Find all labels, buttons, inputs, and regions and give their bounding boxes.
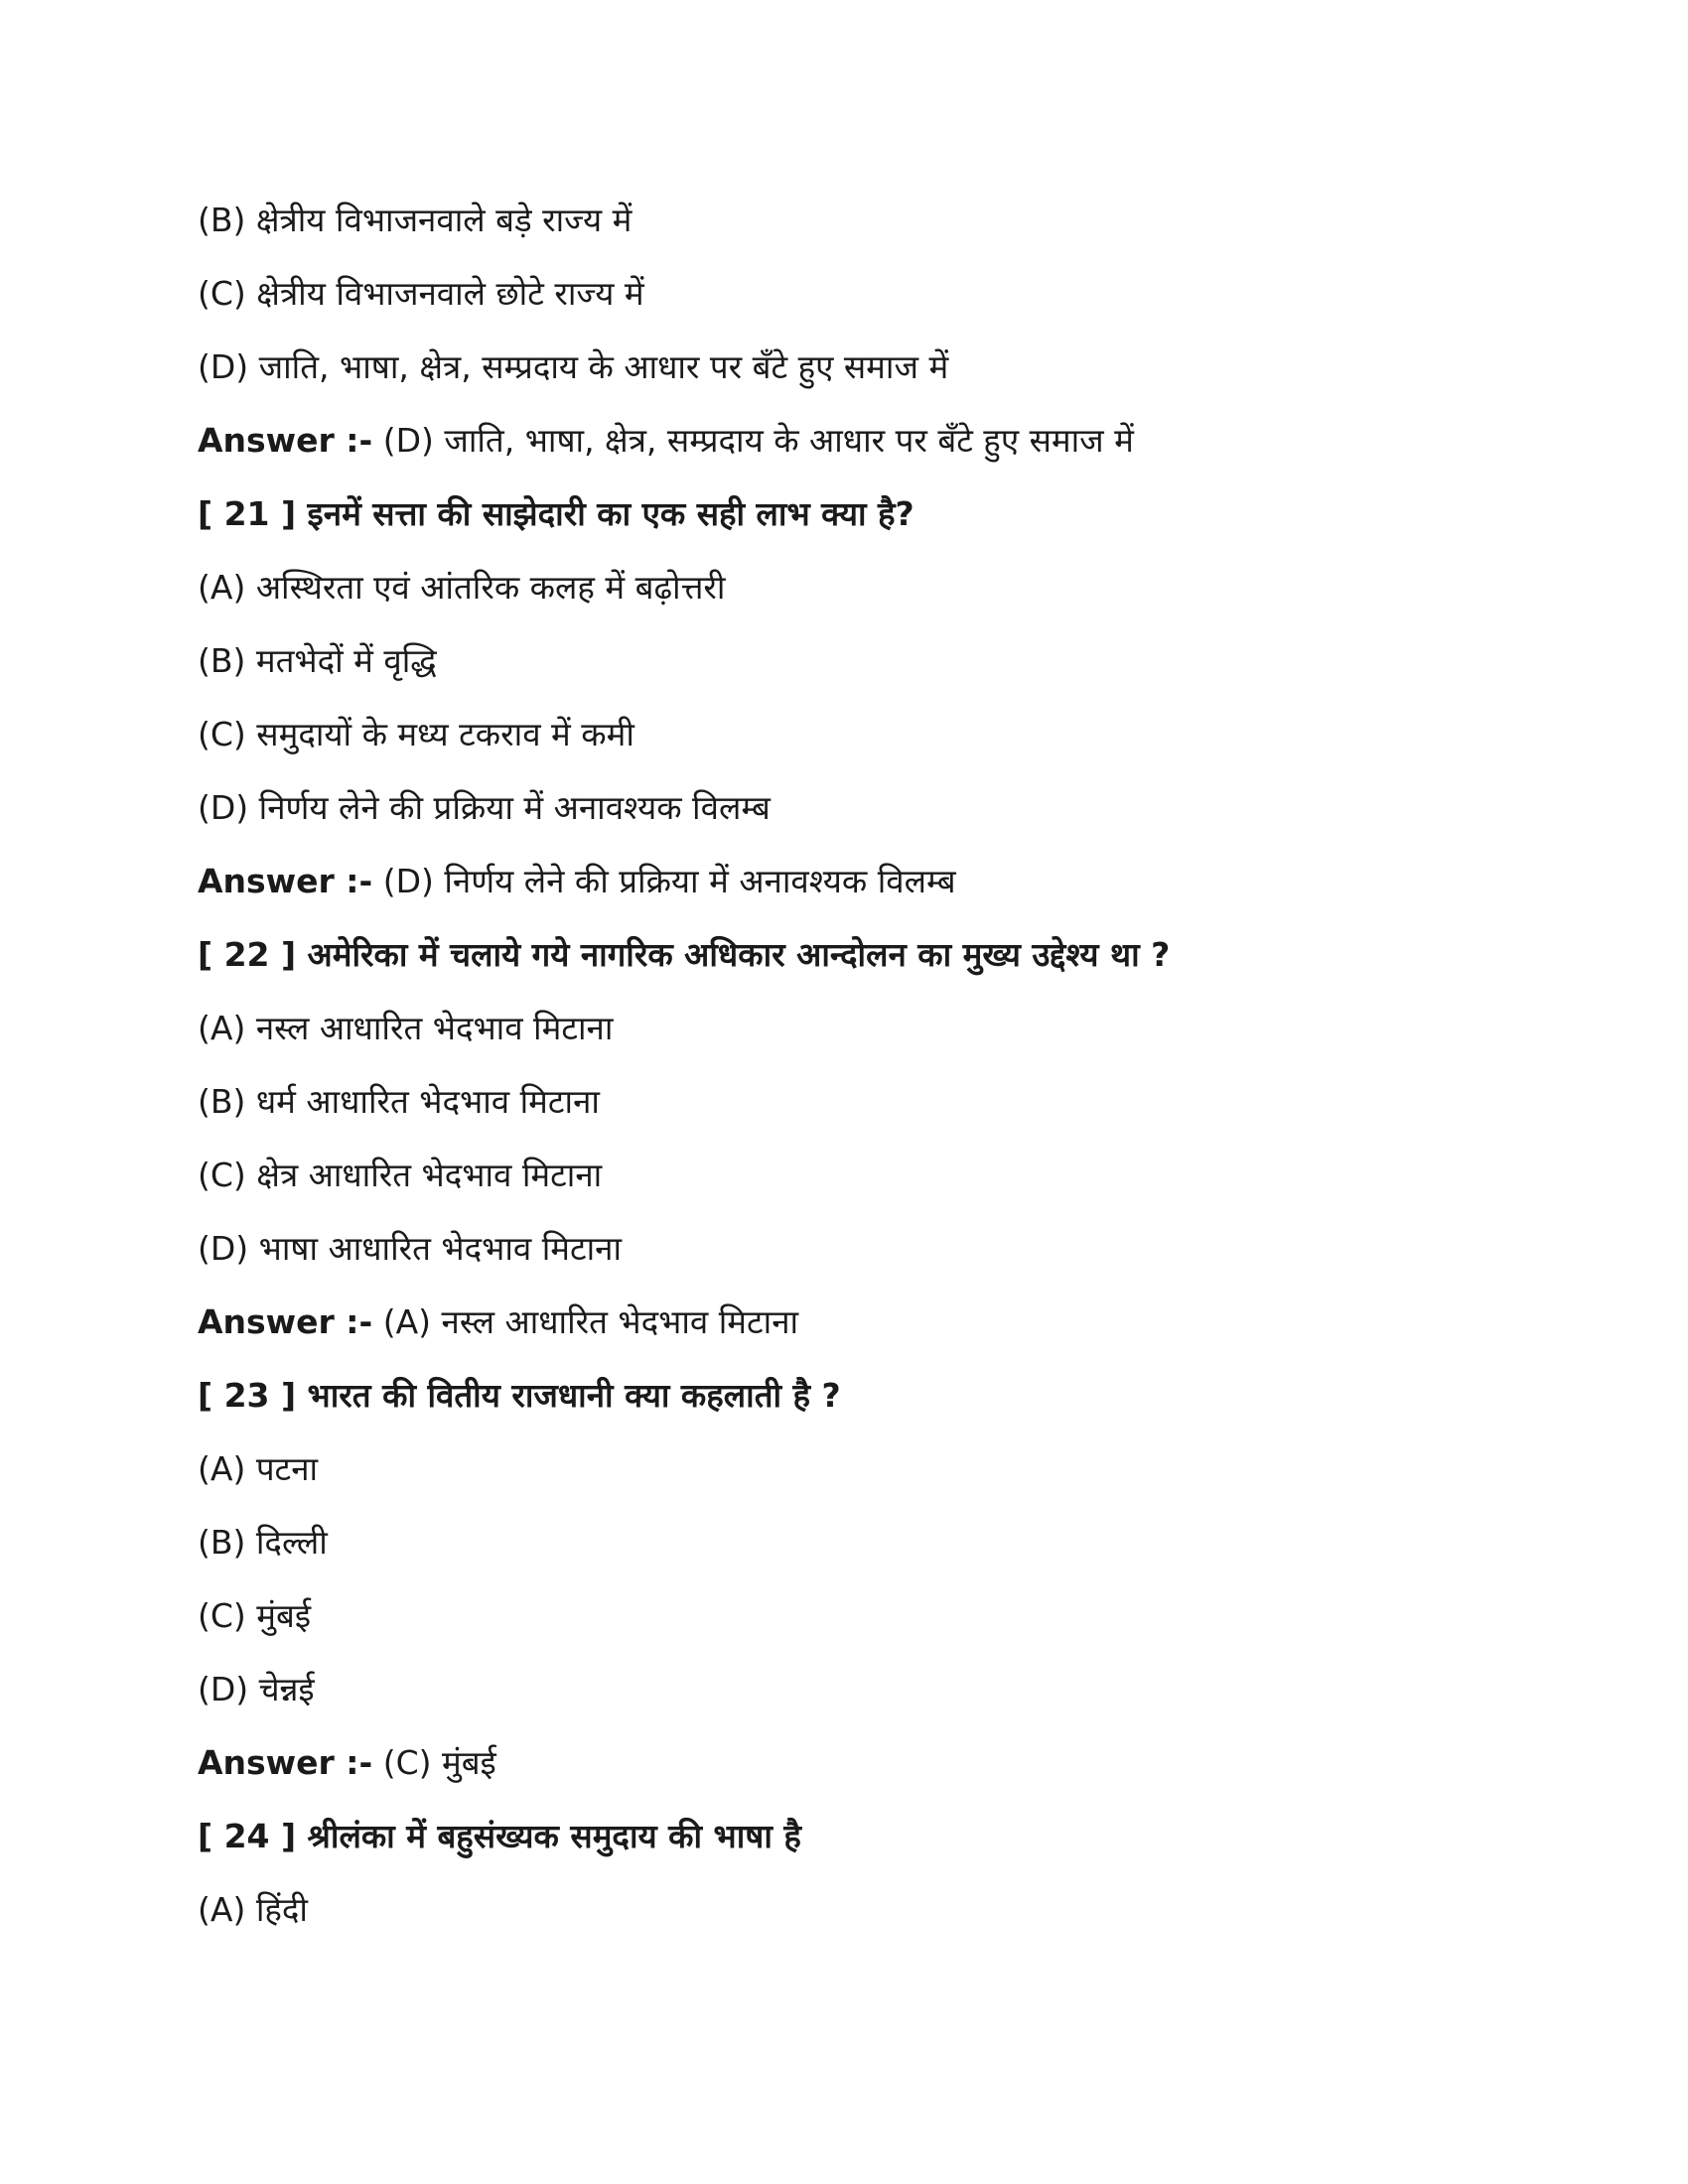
option-line — [198, 637, 1588, 685]
option-line — [198, 711, 1588, 758]
question-heading — [198, 931, 1588, 979]
answer-text: (A) नस्ल आधारित भेदभाव मिटाना — [372, 1302, 799, 1341]
option-text: (A) अस्थिरता एवं आंतरिक कलह में बढ़ोत्तरी — [198, 568, 726, 607]
answer-line — [198, 1298, 1588, 1346]
option-line — [198, 1666, 1588, 1713]
answer-line — [198, 417, 1588, 465]
answer-text: (C) मुंबई — [372, 1743, 496, 1782]
option-text: (B) दिल्ली — [198, 1523, 328, 1562]
option-line — [198, 1519, 1588, 1567]
option-line — [198, 270, 1588, 318]
option-text: (D) भाषा आधारित भेदभाव मिटाना — [198, 1229, 623, 1268]
answer-label: Answer :- — [198, 862, 373, 900]
answer-label: Answer :- — [198, 1302, 373, 1341]
option-line — [198, 1225, 1588, 1273]
option-text: (C) समुदायों के मध्य टकराव में कमी — [198, 715, 634, 753]
option-line — [198, 343, 1588, 391]
option-text: (C) मुंबई — [198, 1596, 312, 1635]
option-text: (C) क्षेत्र आधारित भेदभाव मिटाना — [198, 1156, 603, 1194]
answer-text: (D) निर्णय लेने की प्रक्रिया में अनावश्यक विलम्ब — [372, 862, 956, 900]
answer-label: Answer :- — [198, 421, 373, 460]
option-text: (A) हिंदी — [198, 1890, 308, 1929]
question-text: [ 21 ] इनमें सत्ता की साझेदारी का एक सही लाभ क्या है? — [198, 494, 914, 533]
option-line — [198, 784, 1588, 832]
option-text: (D) जाति, भाषा, क्षेत्र, सम्प्रदाय के आधार पर बँटे हुए समाज में — [198, 347, 949, 386]
answer-label: Answer :- — [198, 1743, 373, 1782]
question-heading — [198, 490, 1588, 538]
question-text: [ 23 ] भारत की वितीय राजधानी क्या कहलाती है ? — [198, 1376, 841, 1415]
question-heading — [198, 1372, 1588, 1420]
option-line — [198, 1592, 1588, 1640]
option-line — [198, 1078, 1588, 1126]
option-text: (A) पटना — [198, 1449, 319, 1488]
option-text: (A) नस्ल आधारित भेदभाव मिटाना — [198, 1009, 614, 1047]
question-text: [ 22 ] अमेरिका में चलाये गये नागरिक अधिकार आन्दोलन का मुख्य उद्देश्य था ? — [198, 935, 1171, 974]
option-line — [198, 564, 1588, 612]
option-text: (D) चेन्नई — [198, 1670, 315, 1708]
option-text: (B) मतभेदों में वृद्धि — [198, 641, 437, 680]
answer-text: (D) जाति, भाषा, क्षेत्र, सम्प्रदाय के आधार पर बँटे हुए समाज में — [372, 421, 1134, 460]
option-line — [198, 1886, 1588, 1934]
option-text: (D) निर्णय लेने की प्रक्रिया में अनावश्यक विलम्ब — [198, 788, 771, 827]
option-text: (B) क्षेत्रीय विभाजनवाले बड़े राज्य में — [198, 201, 633, 239]
answer-line — [198, 1739, 1588, 1787]
option-text: (B) धर्म आधारित भेदभाव मिटाना — [198, 1082, 600, 1121]
option-line — [198, 197, 1588, 244]
option-line — [198, 1152, 1588, 1199]
answer-line — [198, 858, 1588, 905]
option-text: (C) क्षेत्रीय विभाजनवाले छोटे राज्य में — [198, 274, 644, 313]
option-line — [198, 1005, 1588, 1052]
question-heading — [198, 1813, 1588, 1860]
question-text: [ 24 ] श्रीलंका में बहुसंख्यक समुदाय की भाषा है — [198, 1817, 801, 1855]
option-line — [198, 1445, 1588, 1493]
